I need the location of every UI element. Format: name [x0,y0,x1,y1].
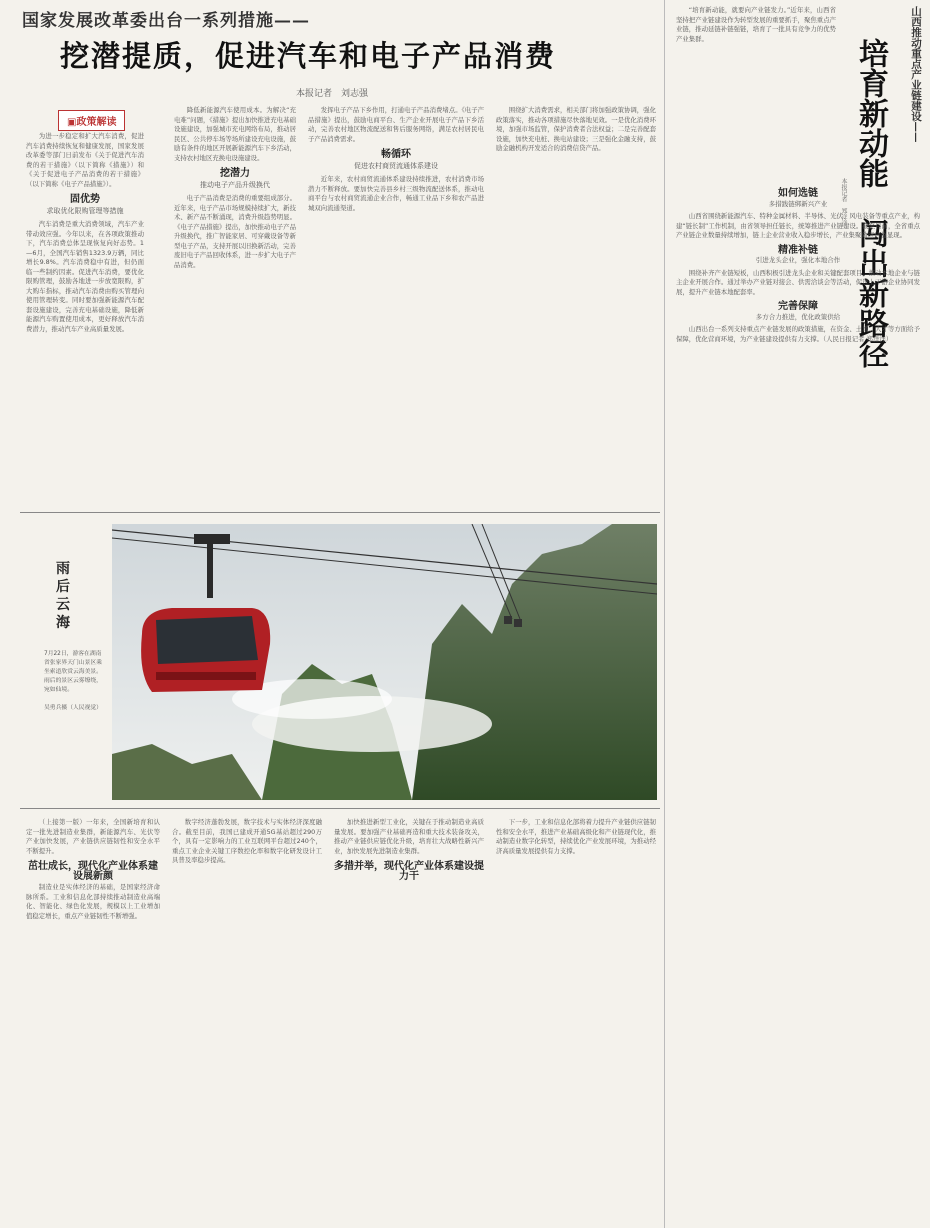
article-column-2 [174,106,296,508]
subheading-jingzhun-bulian: 精准补链 [778,244,818,256]
bottom-column-3-body: 加快推进新型工业化，关键在于推动制造业高质量发展。要加强产业基础再造和重大技术装备攻关，推动产业链供应链优化升级，培育壮大战略性新兴产业，加快发展先进制造业集群。 [334,818,484,855]
photo-illustration [112,524,657,800]
bottom-column-2 [172,818,322,1222]
subheading-wanshan-baozhang: 完善保障 [778,301,818,312]
subheading-duocuo: 多措并举，现代化产业体系建设提力干 [334,861,484,882]
photo-caption-text: 7月22日，游客在湖南省张家界天门山景区乘坐索道欣赏云海美景。雨后的景区云雾缭绕，宛如仙境。 [44,651,102,693]
column-2-body-2: 电子产品消费是消费的重要组成部分。近年来，电子产品市场规模持续扩大，新技术、新产品不断涌现，消费升级趋势明显。《电子产品措施》提出，加快推动电子产品升级换代，推广智能家居、可穿戴设备等新型电子产品，支持开展以旧换新活动，完善废旧电子产品回收体系，进一步扩大电子产品消费。 [174,194,296,269]
right-column-main [676,184,920,1222]
subheading-wa-qianli: 挖潜力 [220,168,250,179]
bottom-column-4-body: 下一步，工业和信息化部将着力提升产业链供应链韧性和安全水平，推进产业基础高级化和产业链现代化，推动制造业数字化转型，持续优化产业发展环境，为推动经济高质量发展提供有力支撑。 [496,818,656,855]
subheading-zhuangzhuang: 茁壮成长，现代化产业体系建设展新颜 [28,861,158,882]
subheading-note: 求取优化限购管理等措施 [46,206,124,215]
bottom-column-1-intro: （上接第一版）一年来，全国新培育和认定一批先进制造业集群，新能源汽车、光伏等产业加快发展，产业链供应链韧性和安全水平不断提升。 [26,818,160,855]
right-byline: 本报记者 郑洋洋 [840,178,847,226]
article-column-1 [26,132,144,508]
subheading-chang-xunhuan: 畅循环 [381,149,411,160]
column-3-body-1: 发挥电子产品下乡作用，打通电子产品消费堵点。《电子产品措施》提出，鼓励电商平台、生产企业开展电子产品下乡活动，完善农村地区物流配送和售后服务网络，满足农村居民电子产品消费需求。 [308,106,484,143]
bottom-column-2-body: 数字经济蓬勃发展，数字技术与实体经济深度融合。截至目前，我国已建成开通5G基站超过290万个，具有一定影响力的工业互联网平台超过240个，重点工业企业关键工序数控化率和数字化研发设计工具普及率稳步提高。 [172,818,322,864]
right-column-top [676,6,836,180]
subheading-note: 引进龙头企业，强化本地合作 [755,256,841,264]
photo-credit: 吴勇兵摄（人民视觉） [44,705,102,711]
headline-kicker: 国家发展改革委出台一系列措施—— [22,11,310,31]
vertical-divider [664,0,665,1228]
subheading-gu-youshi: 固优势 [70,194,100,205]
right-intro: “培育新动能，就要向产业链发力。”近年来，山西省坚持把产业链建设作为转型发展的重要抓手，聚焦重点产业链，推动延链补链强链，培育了一批具有竞争力的优势产业集群。 [676,6,836,43]
subheading-note: 促进农村商贸流通体系建设 [354,161,438,170]
subheading-note: 多方合力推进，优化政策供给 [755,312,841,321]
horizontal-divider [20,512,660,513]
bottom-column-1 [26,818,160,1222]
main-headline: 挖潜提质，促进汽车和电子产品消费 [60,39,557,73]
article-column-4 [496,106,656,508]
byline: 本报记者 刘志强 [296,89,369,99]
article-column-3 [308,106,484,508]
bottom-column-3 [334,818,484,1222]
right-body-1: 山西省围绕新能源汽车、特种金属材料、半导体、光伏、风电装备等重点产业，构建“链长制”工作机制，由省领导担任链长，统筹推进产业链建设。截至目前，全省重点产业链企业数量持续增加，链上企业营业收入稳步增长，产业集聚效应日益显现。 [676,212,920,239]
column-1-body: 汽车消费是重大消费领域，汽车产业带动效应强。今年以来，在各项政策推动下，汽车消费总体呈现恢复向好态势。1—6月，全国汽车销售1323.9万辆，同比增长9.8%。汽车消费稳中有进，但仍面临一些制约因素。促进汽车消费，要优化限购管理，鼓励各地进一步放宽限购，扩大购车指标，推动汽车消费由购买管理向使用管理转变。同时要加强新能源汽车配套设施建设，完善充电基础设施，降低新能源汽车购置使用成本，更好释放汽车消费潜力，推动汽车产业高质量发展。 [26,220,144,333]
horizontal-divider [20,808,660,809]
bottom-column-4 [496,818,656,1222]
subheading-note: 推动电子产品升级换代 [200,180,270,189]
right-body-2: 围绕补齐产业链短板，山西积极引进龙头企业和关键配套项目，推动本地企业与链主企业开展合作。通过举办产业链对接会、供需洽谈会等活动，促进上下游企业协同发展，提升产业链本地配套率。 [676,268,920,296]
subheading-ruhe-xuanlian: 如何选链 [778,188,818,199]
column-1-intro: 为进一步稳定和扩大汽车消费，促进汽车消费持续恢复和健康发展，国家发展改革委等部门日前发布《关于促进汽车消费的若干措施》（以下简称《措施》）和《关于促进电子产品消费的若干措施》（以下简称《电子产品措施》）。 [26,132,144,188]
photo-title: 雨后云海 [56,561,70,631]
photo-caption [44,650,106,713]
right-body-3: 山西出台一系列支持重点产业链发展的政策措施，在资金、土地、人才等方面给予保障，优化营商环境，为产业链建设提供有力支撑。（人民日报记者 郑洋洋） [676,325,920,343]
column-4-body: 围绕扩大消费需求，相关部门将加强政策协调，强化政策落实，推动各项措施尽快落地见效。一是优化消费环境，加强市场监管，保护消费者合法权益；二是完善配套设施，加快充电桩、换电站建设；三是强化金融支持，鼓励金融机构开发适合的消费信贷产品。 [496,106,656,152]
section-tag: ▣政策解读 [58,110,125,131]
subheading-note: 多措践链绑新兴产业 [768,199,828,208]
right-headline: 培育新动能 闯出新路径 [853,38,888,368]
cable-car-photo [112,524,657,800]
column-3-body-2: 近年来，农村商贸流通体系建设持续推进，农村消费市场潜力不断释放。要加快完善县乡村三级物流配送体系，推动电商平台与农村商贸流通企业合作，畅通工业品下乡和农产品进城双向流通渠道。 [308,175,484,212]
right-kicker: 山西推动重点产业链建设—— [910,6,922,143]
column-2-body-1: 降低新能源汽车使用成本。为解决“充电难”问题，《措施》提出加快推进充电基础设施建设，加强城市充电网络布局，推动居民区、公共停车场等场所建设充电设施，鼓励有条件的地区开展新能源汽车下乡活动，支持农村地区充换电设施建设。 [174,106,296,162]
bottom-column-1-body: 制造业是实体经济的基础，是国家经济命脉所系。工业和信息化部持续推动制造业高端化、智能化、绿色化发展，规模以上工业增加值稳定增长，重点产业链韧性不断增强。 [26,883,160,920]
